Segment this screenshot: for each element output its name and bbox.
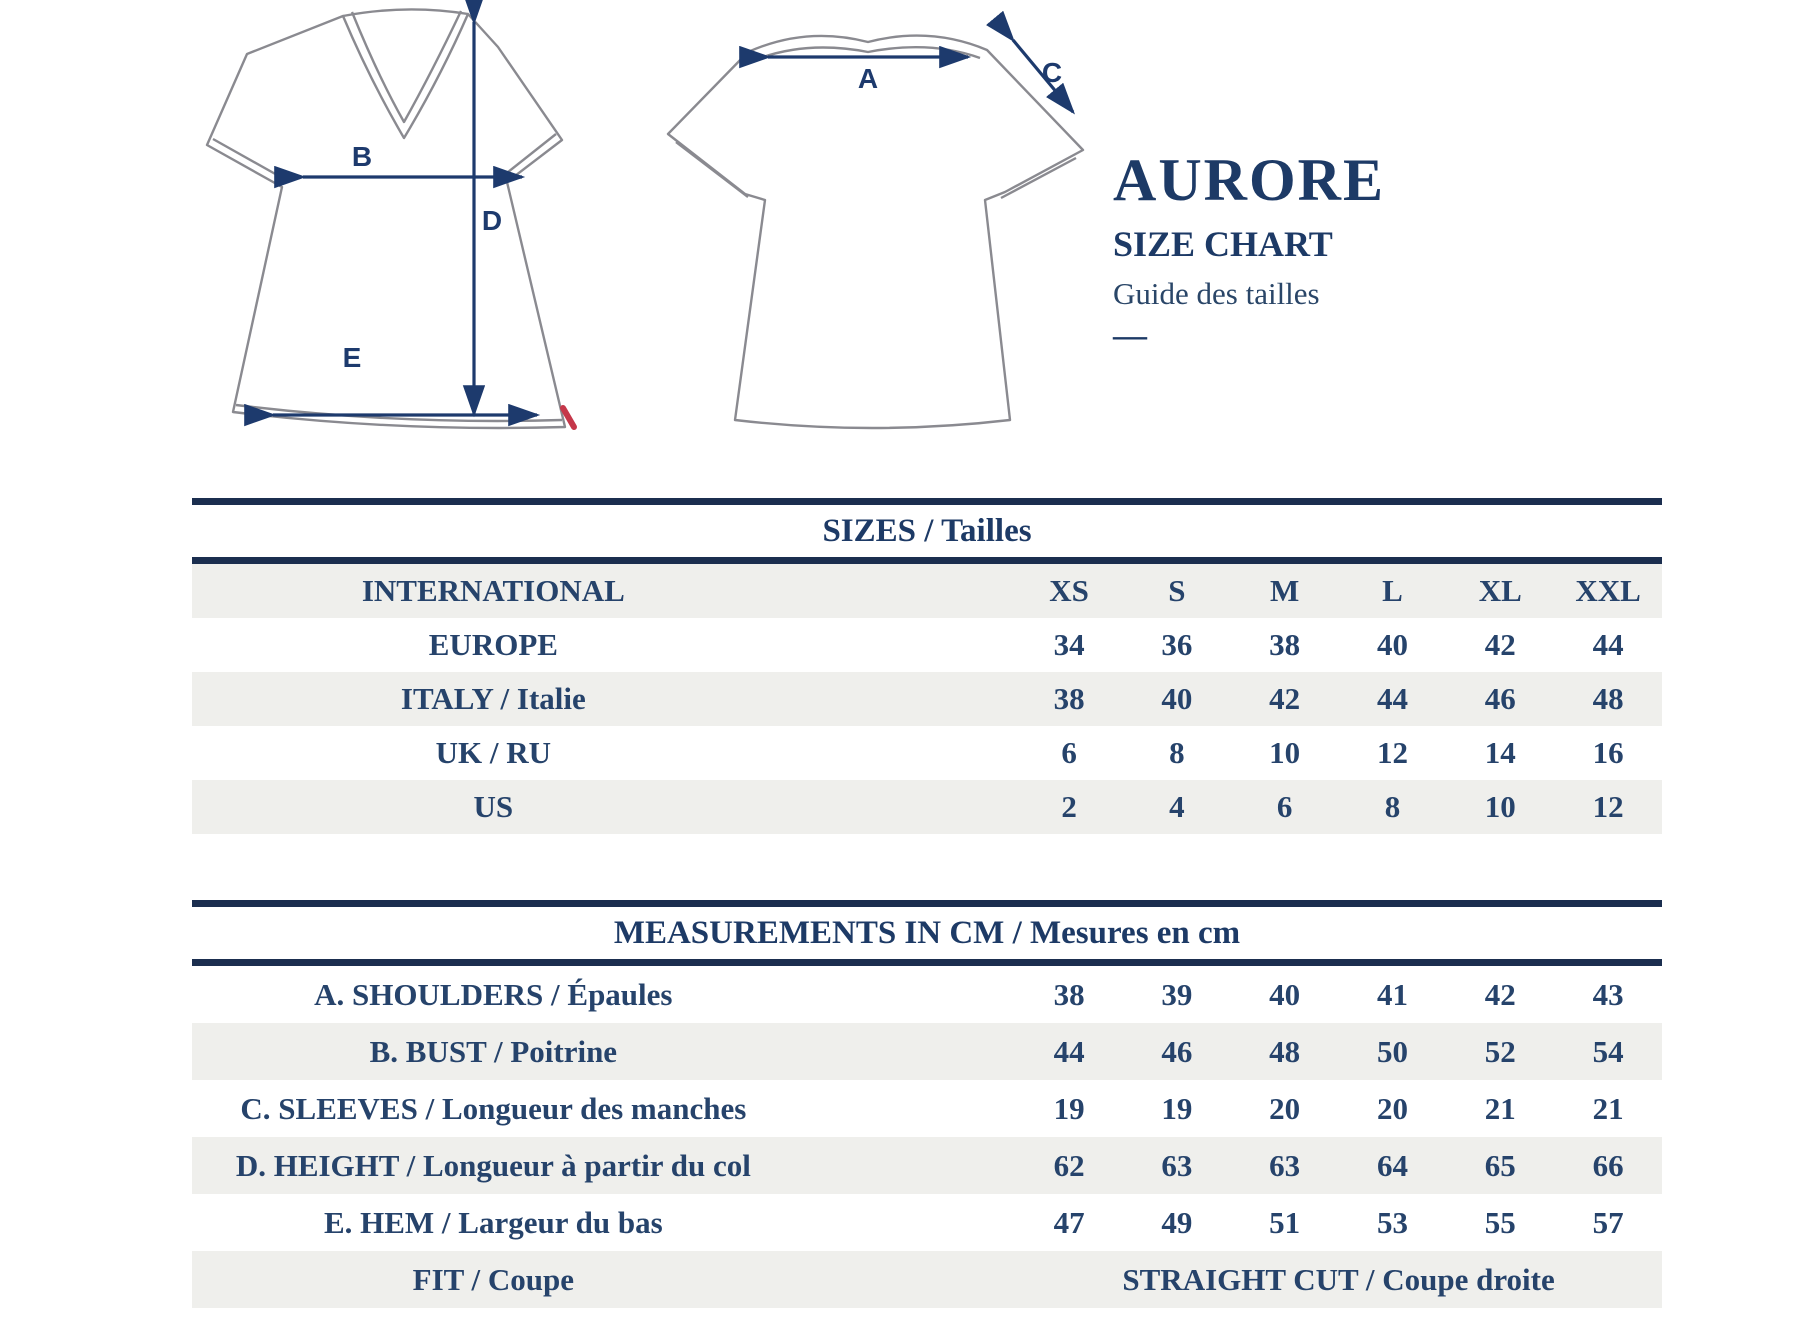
table-row-uk [192, 726, 1662, 780]
divider-rule [192, 498, 1662, 505]
title-block [1113, 147, 1386, 354]
cm-value: 47 [1053, 1204, 1085, 1240]
divider-rule [192, 900, 1662, 907]
cm-value: 66 [1592, 1147, 1624, 1183]
cm-value: 64 [1376, 1147, 1408, 1183]
size-value: XS [1049, 573, 1089, 608]
row-label: A. SHOULDERS / Épaules [314, 976, 673, 1012]
size-value: 34 [1053, 627, 1085, 662]
size-value: 8 [1384, 789, 1401, 824]
product-name: AURORE [1113, 147, 1386, 213]
cm-value: 20 [1376, 1090, 1408, 1126]
table-row-bust [192, 1023, 1662, 1080]
size-value: 12 [1376, 735, 1408, 770]
cm-value: 46 [1161, 1033, 1193, 1069]
measurements-table-header: MEASUREMENTS IN CM / Mesures en cm [613, 915, 1241, 951]
label-e: E [342, 342, 362, 373]
table-row-us [192, 780, 1662, 834]
measurements-table [192, 900, 1662, 1308]
cm-value: 20 [1269, 1090, 1301, 1126]
size-value: 2 [1061, 789, 1077, 824]
fit-value: STRAIGHT CUT / Coupe droite [1122, 1261, 1555, 1297]
size-value: 16 [1592, 735, 1624, 770]
size-value: 44 [1592, 627, 1624, 662]
size-value: M [1270, 573, 1300, 608]
size-value: L [1382, 573, 1403, 608]
cm-value: 57 [1592, 1204, 1624, 1240]
cm-value: 50 [1376, 1033, 1408, 1069]
table-row-italy [192, 672, 1662, 726]
tables-area [192, 498, 1662, 1308]
size-value: 40 [1376, 627, 1408, 662]
label-b: B [351, 141, 373, 172]
sizes-table [192, 498, 1662, 834]
size-value: 42 [1269, 681, 1301, 716]
size-value: 40 [1161, 681, 1193, 716]
row-label: US [473, 789, 514, 824]
cm-value: 41 [1376, 976, 1408, 1012]
table-row-sleeves [192, 1080, 1662, 1137]
row-label: FIT / Coupe [412, 1261, 575, 1297]
table-row-europe [192, 618, 1662, 672]
row-label: INTERNATIONAL [361, 573, 625, 608]
size-value: 36 [1161, 627, 1193, 662]
label-c: C [1041, 57, 1063, 88]
cm-value: 40 [1269, 976, 1301, 1012]
row-label: E. HEM / Largeur du bas [323, 1204, 663, 1240]
cm-value: 65 [1484, 1147, 1516, 1183]
cm-value: 63 [1269, 1147, 1301, 1183]
cm-value: 52 [1484, 1033, 1516, 1069]
sizes-table-header: SIZES / Tailles [822, 513, 1032, 549]
size-value: 8 [1169, 735, 1185, 770]
cm-value: 38 [1053, 976, 1085, 1012]
size-value: 38 [1269, 627, 1301, 662]
cm-value: 54 [1592, 1033, 1624, 1069]
row-label: ITALY / Italie [400, 681, 586, 716]
size-value: 14 [1484, 735, 1516, 770]
tshirt-back-outline [668, 36, 1083, 428]
table-row-hem [192, 1194, 1662, 1251]
cm-value: 21 [1592, 1090, 1624, 1126]
size-value: 44 [1376, 681, 1408, 716]
row-label: B. BUST / Poitrine [369, 1033, 618, 1069]
row-label: EUROPE [428, 627, 558, 662]
table-row-shoulders [192, 966, 1662, 1023]
size-value: 10 [1269, 735, 1301, 770]
cm-value: 62 [1053, 1147, 1085, 1183]
cm-value: 48 [1269, 1033, 1301, 1069]
tshirt-front-outline [207, 9, 565, 428]
size-value: 6 [1061, 735, 1077, 770]
size-value: 10 [1484, 789, 1516, 824]
table-row-fit [192, 1251, 1662, 1308]
size-value: 6 [1276, 789, 1293, 824]
table-row-height [192, 1137, 1662, 1194]
size-chart-heading: SIZE CHART [1113, 224, 1333, 264]
size-value: 46 [1484, 681, 1516, 716]
table-gap [192, 834, 1662, 900]
size-value: 4 [1169, 789, 1185, 824]
size-value: 48 [1592, 681, 1624, 716]
size-value: 42 [1484, 627, 1516, 662]
cm-value: 42 [1484, 976, 1516, 1012]
size-value: 12 [1592, 789, 1624, 824]
cm-value: 44 [1053, 1033, 1085, 1069]
cm-value: 63 [1161, 1147, 1193, 1183]
cm-value: 39 [1161, 976, 1193, 1012]
size-value: XXL [1575, 573, 1641, 608]
size-value: 38 [1053, 681, 1085, 716]
row-label: D. HEIGHT / Longueur à partir du col [235, 1147, 751, 1183]
label-a: A [857, 63, 879, 94]
size-chart-heading-fr: Guide des tailles [1113, 276, 1320, 311]
table-row-international [192, 564, 1662, 618]
size-value: S [1168, 573, 1186, 608]
label-d: D [481, 205, 503, 236]
tshirt-measurement-diagram [0, 0, 1130, 445]
divider-rule [192, 557, 1662, 564]
title-dash: — [1113, 317, 1147, 354]
row-label: C. SLEEVES / Longueur des manches [240, 1090, 747, 1126]
cm-value: 21 [1484, 1090, 1516, 1126]
row-label: UK / RU [435, 735, 552, 770]
size-value: XL [1478, 573, 1522, 608]
cm-value: 55 [1484, 1204, 1516, 1240]
divider-rule [192, 959, 1662, 966]
cm-value: 51 [1269, 1204, 1301, 1240]
cm-value: 19 [1053, 1090, 1085, 1126]
cm-value: 53 [1376, 1204, 1408, 1240]
cm-value: 43 [1592, 976, 1624, 1012]
cm-value: 19 [1161, 1090, 1193, 1126]
cm-value: 49 [1161, 1204, 1193, 1240]
